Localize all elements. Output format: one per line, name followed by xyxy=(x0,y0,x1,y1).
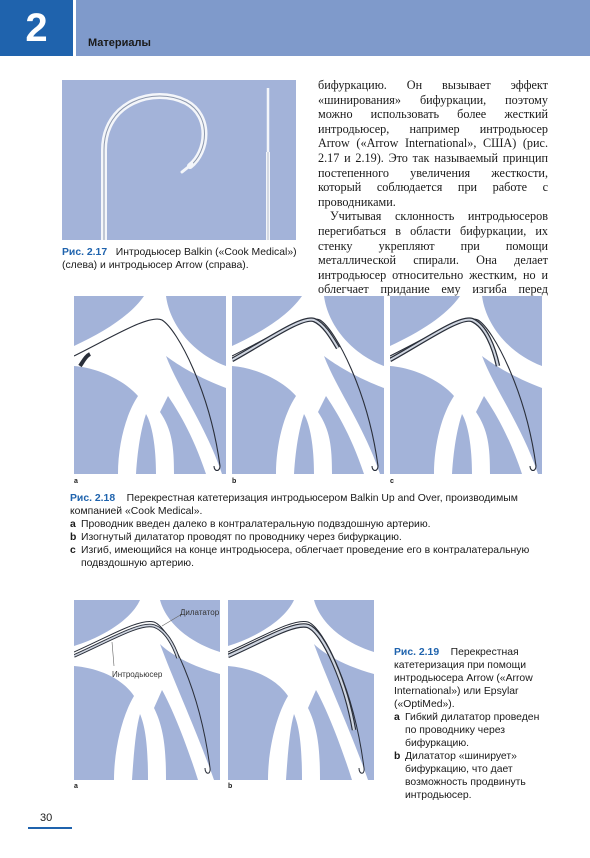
caption-item xyxy=(394,711,546,750)
item-letter: b xyxy=(394,751,401,762)
panel-label: b xyxy=(228,783,233,790)
header-band xyxy=(76,0,590,56)
panel-label: c xyxy=(390,478,394,485)
body-paragraph: бифуркацию. Он вызывает эффект «шинирования» бифуркации, поэтому можно использовать более жесткий интродьюсер, например интродьюсер Arrow («Arrow International», США) (рис. 2.17 и 2.19). Это так называемый принцип постепенного увеличения жесткости, который соблюдается при работе с проводниками. xyxy=(318,78,548,209)
figure-2-17-image xyxy=(62,80,296,240)
item-text: Проводник введен далеко в контралатеральную подвздошную артерию. xyxy=(81,519,431,530)
section-title: Материалы xyxy=(88,37,151,49)
figure-2-17-caption-text: Интродьюсер Balkin («Cook Medical») (слева) и интродьюсер Arrow (справа). xyxy=(62,247,297,271)
caption-item xyxy=(70,544,546,570)
figure-2-18-caption xyxy=(70,492,546,570)
figure-2-19-items xyxy=(394,711,546,802)
caption-item xyxy=(394,750,546,802)
item-letter: c xyxy=(70,545,76,556)
figure-2-19-caption-text: Перекрестная катетеризация при помощи интродьюсера Arrow («Arrow International») или Epsylar («OptiMed»). xyxy=(394,647,533,710)
figure-2-19-caption xyxy=(394,646,546,802)
page-number-rule xyxy=(28,827,72,829)
item-letter: a xyxy=(70,519,76,530)
caption-item xyxy=(70,531,546,544)
figure-2-18-panel-c xyxy=(390,296,542,474)
figure-2-18-caption-text: Перекрестная катетеризация интродьюсером Balkin Up and Over, производимым компанией «Cook Medical». xyxy=(70,493,518,517)
item-text: Гибкий дилататор проведен по проводнику через бифуркацию. xyxy=(405,712,540,749)
item-text: Изгиб, имеющийся на конце интродьюсера, облегчает проведение его в контралатеральную подвздошную артерию. xyxy=(81,545,530,569)
body-paragraph: Учитывая склонность интродьюсеров перегибаться в области бифуркации, их стенку укрепляют при помощи металлической спирали. Она делает интродьюсер относительно жестким, но и облегчает придание ему изгиба перед xyxy=(318,209,548,297)
figure-2-18-panel-b xyxy=(232,296,384,474)
figure-2-19-panel-a xyxy=(74,600,220,780)
figure-2-19-panel-b xyxy=(228,600,374,780)
caption-item xyxy=(70,518,546,531)
item-letter: a xyxy=(394,712,400,723)
panel-label: b xyxy=(232,478,237,485)
callout-dilator: Дилататор xyxy=(180,608,220,617)
figure-2-17-label: Рис. 2.17 xyxy=(62,247,108,258)
item-text: Дилататор «шинирует» бифуркацию, что дает возможность продвинуть интродьюсер. xyxy=(405,751,526,801)
figure-2-17-caption xyxy=(62,246,300,272)
figure-2-19-label: Рис. 2.19 xyxy=(394,647,440,658)
chapter-number: 2 xyxy=(0,0,73,56)
figure-2-18-label: Рис. 2.18 xyxy=(70,493,116,504)
figure-2-18-items xyxy=(70,518,546,570)
body-text-column xyxy=(318,78,548,312)
page-number: 30 xyxy=(40,812,53,824)
figure-2-18-panel-a xyxy=(74,296,226,474)
callout-introducer: Интродьюсер xyxy=(112,670,163,679)
item-text: Изогнутый дилататор проводят по проводнику через бифуркацию. xyxy=(81,532,402,543)
item-letter: b xyxy=(70,532,77,543)
panel-label: a xyxy=(74,478,78,485)
panel-label: a xyxy=(74,783,78,790)
